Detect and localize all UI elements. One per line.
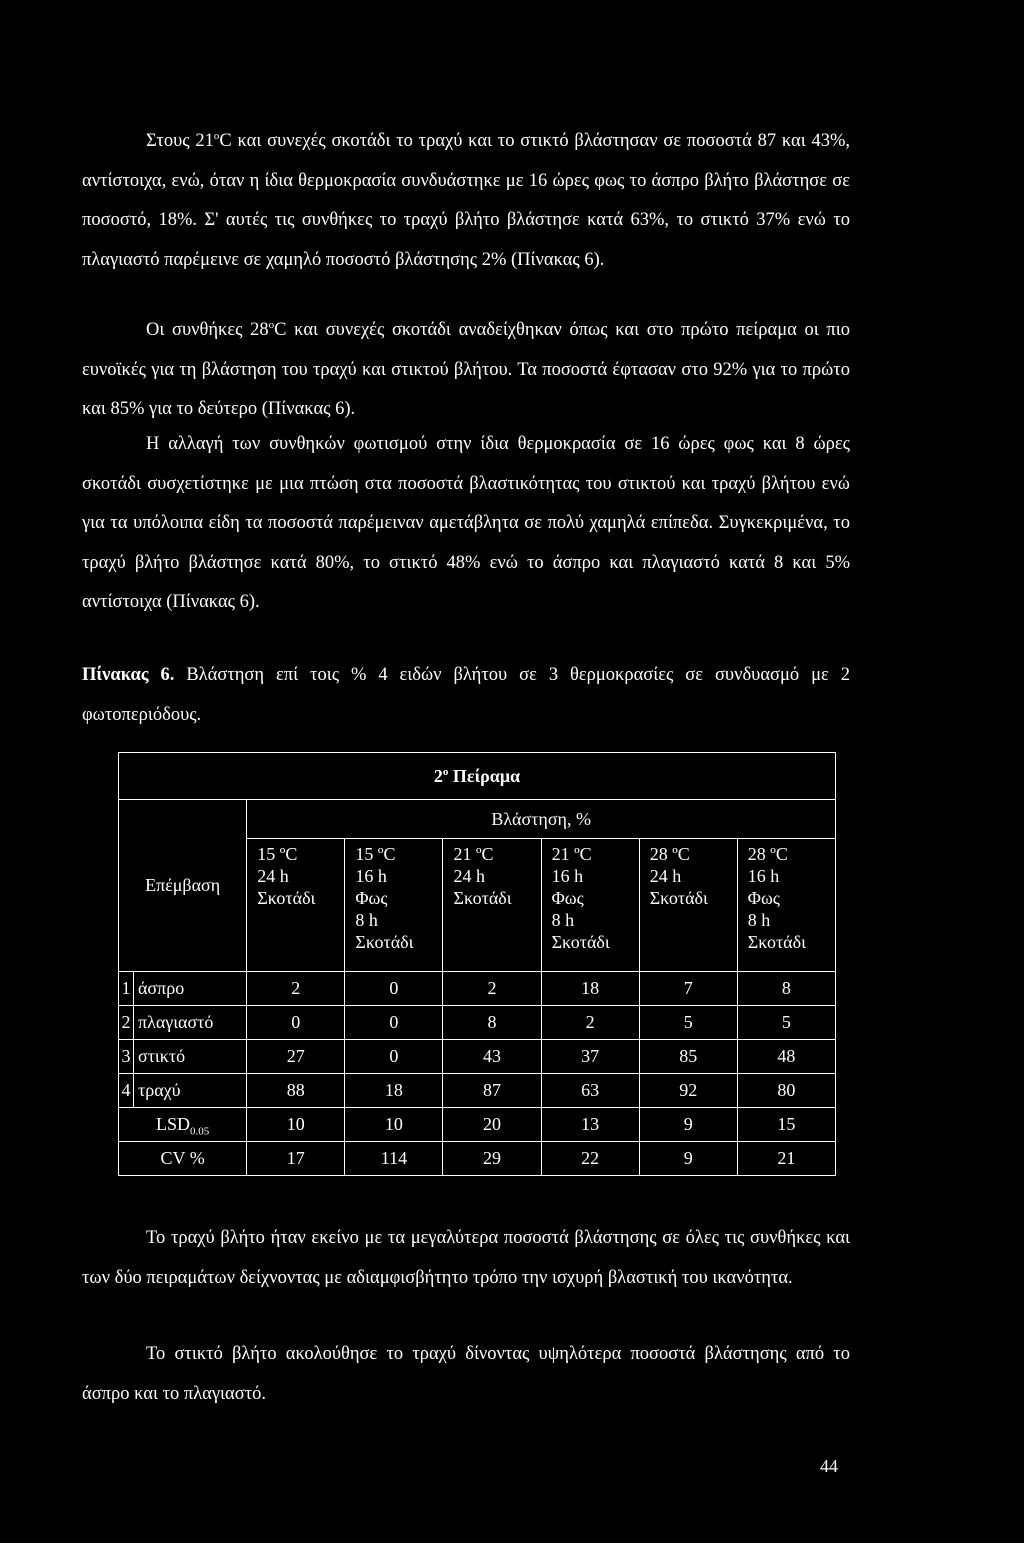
- degree-sup: ο: [268, 318, 275, 331]
- table-caption-label: Πίνακας 6.: [82, 665, 175, 685]
- condition-header: 28 ºC 24 h Σκοτάδι: [639, 839, 737, 972]
- germination-header: Βλάστηση, %: [247, 800, 836, 839]
- species-name: πλαγιαστό: [134, 1006, 247, 1040]
- degree-sup: ο: [213, 129, 220, 142]
- table-row: 2 πλαγιαστό 0 0 8 2 5 5: [119, 1006, 836, 1040]
- paragraph-1-text-b: C και συνεχές σκοτάδι το τραχύ και το στικτό βλάστησαν σε ποσοστά 87 και 43%, αντίστοιχα, ενώ, όταν η ίδια θερμοκρασία συνδυάστηκε με 16 ώρες φως το άσπρο βλήτο βλάστησε σε ποσοστό, 18%. Σ' αυτές τις συνθήκες το τραχύ βλήτο βλάστησε κατά 63%, το στικτό 37% ενώ το πλαγιαστό παρέμεινε σε χαμηλό ποσοστό βλάστησης 2% (Πίνακας 6).: [82, 131, 850, 270]
- lsd-label: $LSD_{0.05}$: [119, 1108, 247, 1142]
- condition-header: 21 ºC 24 h Σκοτάδι: [443, 839, 541, 972]
- table-row: 1 άσπρο 2 0 2 18 7 8: [119, 972, 836, 1006]
- paragraph-2: [82, 311, 850, 430]
- paragraph-5-text: Το στικτό βλήτο ακολούθησε το τραχύ δίνοντας υψηλότερα ποσοστά βλάστησης από το άσπρο και το πλαγιαστό.: [82, 1344, 850, 1404]
- paragraph-4-text: Το τραχύ βλήτο ήταν εκείνο με τα μεγαλύτερα ποσοστά βλάστησης σε όλες τις συνθήκες και των δύο πειραμάτων δείχνοντας με αδιαμφισβήτητο τρόπο την ισχυρή βλαστική του ικανότητα.: [82, 1228, 850, 1288]
- paragraph-1-text-a: Στους 21: [146, 131, 214, 151]
- table-title-row: [119, 753, 836, 800]
- paragraph-3-text: Η αλλαγή των συνθηκών φωτισμού στην ίδια θερμοκρασία σε 16 ώρες φως και 8 ώρες σκοτάδι συσχετίστηκε με μια πτώση στα ποσοστά βλαστικότητας του στικτού και τραχύ βλήτου ενώ για τα υπόλοιπα είδη τα ποσοστά παρέμειναν αμετάβλητα σε πολύ χαμηλά επίπεδα. Συγκεκριμένα, το τραχύ βλήτο βλάστησε κατά 80%, το στικτό 48% ενώ το άσπρο και πλαγιαστό κατά 8 και 5% αντίστοιχα (Πίνακας 6).: [82, 434, 850, 612]
- species-name: άσπρο: [134, 972, 247, 1006]
- paragraph-1: [82, 122, 850, 280]
- cv-label: CV %: [119, 1142, 247, 1176]
- table-caption-text: Βλάστηση επί τοις % 4 ειδών βλήτου σε 3 θερμοκρασίες σε συνδυασμό με 2 φωτοπεριόδους.: [82, 665, 850, 725]
- paragraph-5: [82, 1335, 850, 1414]
- treatment-header: Επέμβαση: [119, 800, 247, 972]
- page-number: 44: [820, 1456, 838, 1476]
- table-title: $2^o$ Πείραμα: [119, 753, 836, 800]
- paragraph-2-text-a: Οι συνθήκες 28: [146, 320, 269, 340]
- lsd-row: $LSD_{0.05}$ 10 10 20 13 9 15: [119, 1108, 836, 1142]
- species-name: στικτό: [134, 1040, 247, 1074]
- condition-header: 21 ºC 16 h Φως 8 h Σκοτάδι: [541, 839, 639, 972]
- species-name: τραχύ: [134, 1074, 247, 1108]
- paragraph-4: [82, 1219, 850, 1298]
- table-row: 4 τραχύ 88 18 87 63 92 80: [119, 1074, 836, 1108]
- germination-table: [118, 752, 836, 1176]
- condition-header: 28 ºC 16 h Φως 8 h Σκοτάδι: [737, 839, 835, 972]
- group-header-row: [119, 800, 836, 839]
- cv-row: CV % 17 114 29 22 9 21: [119, 1142, 836, 1176]
- paragraph-2-text-b: C και συνεχές σκοτάδι αναδείχθηκαν όπως και στο πρώτο πείραμα οι πιο ευνοϊκές για τη βλάστηση του τραχύ και στικτού βλήτου. Τα ποσοστά έφτασαν στο 92% για το πρώτο και 85% για το δεύτερο (Πίνακας 6).: [82, 320, 850, 419]
- condition-header: 15 ºC 16 h Φως 8 h Σκοτάδι: [345, 839, 443, 972]
- table-caption: [82, 656, 850, 735]
- table-row: 3 στικτό 27 0 43 37 85 48: [119, 1040, 836, 1074]
- condition-header: 15 ºC 24 h Σκοτάδι: [247, 839, 345, 972]
- paragraph-3: [82, 425, 850, 623]
